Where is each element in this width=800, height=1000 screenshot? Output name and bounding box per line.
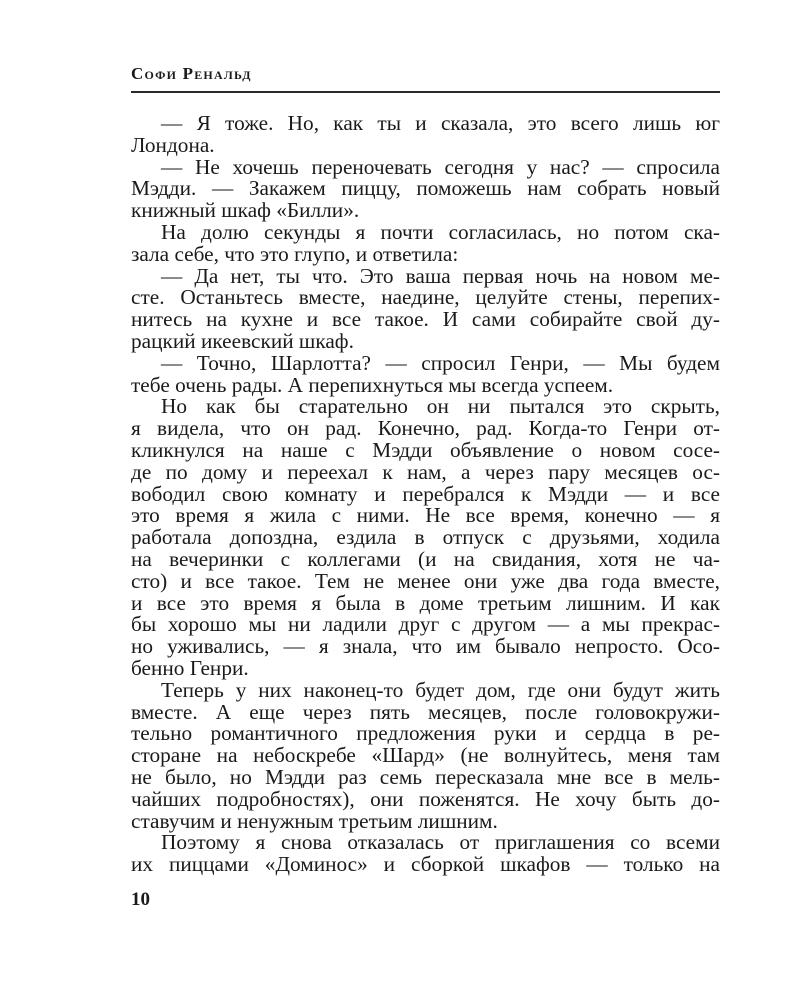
text-line: тебе очень рады. А перепихнуться мы всегда успеем. — [131, 372, 614, 397]
text-line: работала допоздна, ездила в отпуск с друзьями, ходила — [131, 525, 720, 550]
text-line: На долю секунды я почти согласилась, но потом ска- — [161, 219, 720, 244]
text-line: бы хорошо мы ни ладили друг с другом — а мы прекрас- — [131, 612, 720, 637]
running-head: Софи Ренальд — [131, 64, 252, 83]
text-line: вместе. А еще через пять месяцев, после головокружи- — [131, 699, 720, 724]
body-text — [131, 113, 720, 876]
page-number: 10 — [131, 889, 150, 910]
text-line: — Я тоже. Но, как ты и сказала, это всего лишь юг — [161, 111, 720, 135]
text-line: и все это время я была в доме третьим лишним. И как — [131, 590, 720, 615]
text-line: не было, но Мэдди раз семь пересказала мне все в мель- — [131, 764, 720, 789]
text-line: де по дому и переехал к нам, а через пару месяцев ос- — [131, 459, 720, 484]
text-line: зала себе, что это глупо, и ответила: — [131, 241, 459, 266]
text-line: их пиццами «Доминос» и сборкой шкафов — только на — [131, 852, 720, 877]
text-line: — Точно, Шарлотта? — спросил Генри, — Мы будем — [161, 350, 720, 375]
text-line: рацкий икеевский шкаф. — [131, 328, 354, 353]
text-line: — Да нет, ты что. Это ваша первая ночь на новом ме- — [161, 263, 720, 288]
text-line: Теперь у них наконец-то будет дом, где они будут жить — [161, 677, 720, 702]
text-line: книжный шкаф «Билли». — [131, 198, 360, 223]
text-line: сто) и все такое. Тем не менее они уже два года вместе, — [131, 568, 720, 593]
text-line: Лондона. — [131, 132, 215, 157]
text-line: сте. Останьтесь вместе, наедине, целуйте стены, перепих- — [131, 285, 720, 310]
text-line: — Не хочешь переночевать сегодня у нас? — спросила — [161, 154, 720, 179]
text-line: кликнулся на наше с Мэдди объявление о новом сосе- — [131, 437, 720, 462]
text-line: нитесь на кухне и все такое. И сами собирайте свой ду- — [131, 307, 720, 332]
text-line: вободил свою комнату и перебрался к Мэдди — и все — [131, 481, 720, 506]
text-line: но уживались, — я знала, что им бывало непросто. Осо- — [131, 634, 720, 659]
text-line: Мэдди. — Закажем пиццу, поможешь нам собрать новый — [131, 176, 720, 201]
text-line: Но как бы старательно он ни пытался это скрыть, — [161, 394, 720, 419]
text-line: это время я жила с ними. Не все время, конечно — я — [131, 503, 720, 528]
text-line: на вечеринки с коллегами (и на свидания, хотя не ча- — [131, 546, 720, 571]
text-line: ставучим и ненужным третьим лишним. — [131, 808, 498, 833]
text-line: сторане на небоскребе «Шард» (не волнуйтесь, меня там — [131, 743, 720, 768]
text-line: бенно Генри. — [131, 655, 249, 680]
text-line: я видела, что он рад. Конечно, рад. Когда-то Генри от- — [131, 416, 720, 441]
header-rule — [131, 91, 720, 93]
text-line: чайших подробностях), они поженятся. Не хочу быть до- — [131, 786, 720, 811]
text-line: Поэтому я снова отказалась от приглашения со всеми — [161, 830, 720, 855]
text-line: тельно романтичного предложения руки и сердца в ре- — [131, 721, 720, 746]
